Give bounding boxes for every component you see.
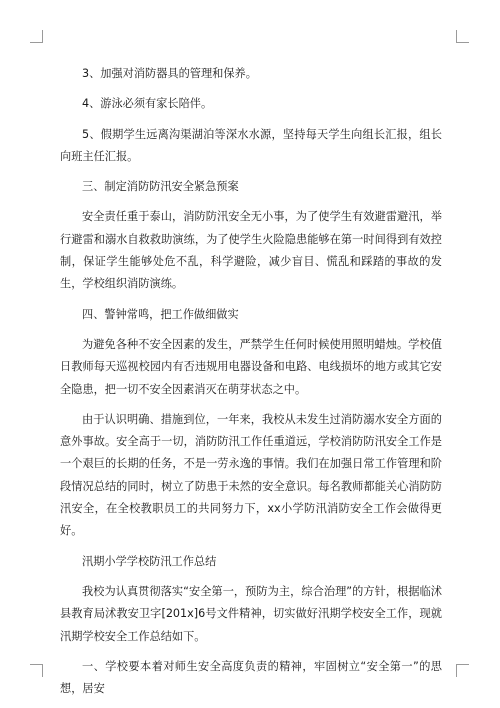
- crop-mark-bottom-left: [30, 664, 43, 677]
- paragraph-section-1: 一、学校要本着对师生安全高度负责的精神，牢固树立“安全第一”的思想，居安: [60, 659, 442, 696]
- crop-mark-top-right: [456, 30, 469, 43]
- section-heading-4: 四、警钟常鸣，把工作做细做实: [82, 307, 239, 321]
- document-title: 汛期小学学校防汛工作总结: [82, 554, 217, 568]
- crop-mark-bottom-right: [456, 664, 469, 677]
- paragraph-item-5: 5、假期学生远离沟渠湖泊等深水水源，坚持每天学生向组长汇报，组长向班主任汇报。: [60, 127, 442, 163]
- paragraph-emergency-plan: 安全责任重于泰山，消防防汛安全无小事，为了使学生有效避雷避汛，举行避雷和溺水自救救助演练，为了使学生火险隐患能够在第一时间得到有效控制，保证学生能够处危不乱，科学避险，减少盲目、慌乱和踩踏的事故的发生，学校组织消防演练。: [60, 210, 442, 291]
- paragraph-safety-patrol: 为避免各种不安全因素的发生，严禁学生任何时候使用照明蜡烛。学校值日教师每天巡视校园内有否违规用电器设备和电路、电线损坏的地方或其它安全隐患，把一切不安全因素消灭在萌芽状态之中。: [60, 337, 442, 396]
- section-heading-3: 三、制定消防防汛安全紧急预案: [82, 180, 239, 194]
- paragraph-year-summary: 由于认识明确、措施到位，一年来，我校从未发生过消防溺水安全方面的意外事故。安全高于一切，消防防汛工作任重道远，学校消防防汛安全工作是一个艰巨的长期的任务，不是一劳永逸的事情。我们在加强日常工作管理和阶段情况总结的同时，树立了防患于未然的安全意识。每名教师都能关心消防防汛安全，在全校教职员工的共同努力下，xx小学防汛消防安全工作会做得更好。: [60, 412, 442, 538]
- document-body: [60, 63, 442, 708]
- paragraph-item-3: 3、加强对消防器具的管理和保养。: [82, 67, 257, 80]
- paragraph-item-4: 4、游泳必须有家长陪伴。: [82, 97, 213, 111]
- paragraph-intro: 我校为认真贯彻落实“安全第一，预防为主，综合治理”的方针，根据临沭县教育局沭教安卫字[201x]6号文件精神，切实做好汛期学校安全工作，现就汛期学校安全工作总结如下。: [60, 584, 442, 643]
- crop-mark-top-left: [30, 30, 43, 43]
